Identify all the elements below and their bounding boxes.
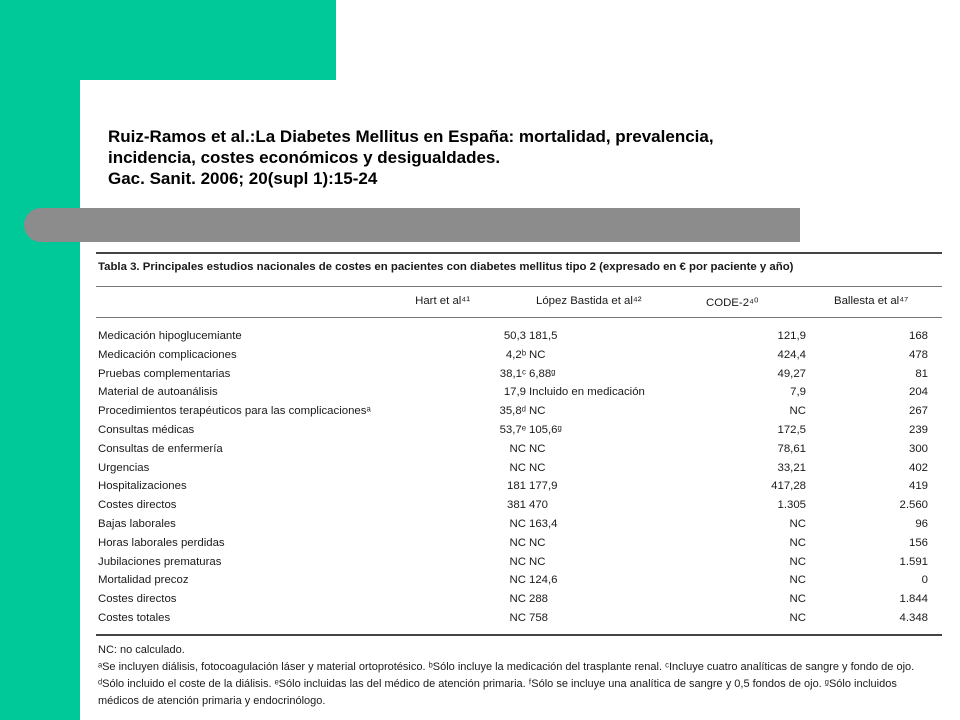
row-label: Hospitalizaciones	[98, 480, 187, 493]
cell-ballesta: 267	[908, 405, 928, 418]
row-label: Procedimientos terapéuticos para las complicacionesᵃ	[98, 405, 371, 418]
cell-hart: NC	[509, 574, 526, 587]
cell-hart: NC	[509, 593, 526, 606]
table-row	[96, 366, 942, 385]
divider-bar	[24, 208, 800, 242]
table-body	[96, 318, 942, 634]
cell-lopez-bastida: Incluido en medicación	[529, 386, 645, 399]
cell-lopez-bastida: 177,9	[529, 480, 558, 493]
cell-hart: NC	[509, 536, 526, 549]
table-row	[96, 497, 942, 516]
cell-lopez-bastida: NC	[529, 536, 546, 549]
cell-ballesta: 156	[908, 536, 928, 549]
cell-lopez-bastida: 288	[529, 593, 549, 606]
row-label: Consultas de enfermería	[98, 442, 223, 455]
cell-code2: 1.305	[777, 499, 806, 512]
row-label: Costes directos	[98, 499, 177, 512]
cell-ballesta: 1.591	[899, 555, 928, 568]
table-row	[96, 572, 942, 591]
row-label: Consultas médicas	[98, 423, 195, 436]
row-label: Costes directos	[98, 593, 177, 606]
cell-lopez-bastida: 6,88ᵍ	[529, 367, 556, 380]
table-row	[96, 347, 942, 366]
cell-ballesta: 2.560	[899, 499, 928, 512]
row-label: Medicación hipoglucemiante	[98, 330, 242, 342]
cell-code2: 33,21	[777, 461, 806, 474]
cell-lopez-bastida: NC	[529, 461, 546, 474]
cell-hart: 53,7ᵉ	[499, 423, 526, 436]
cell-code2: 424,4	[777, 348, 806, 361]
cell-hart: NC	[509, 611, 526, 624]
cell-ballesta: 402	[908, 461, 928, 474]
table-row	[96, 554, 942, 573]
table-footnotes	[96, 636, 942, 710]
cell-code2: 7,9	[790, 386, 806, 399]
cell-ballesta: 0	[921, 574, 928, 587]
cell-lopez-bastida: 181,5	[529, 330, 558, 342]
row-label: Horas laborales perdidas	[98, 536, 225, 549]
cell-ballesta: 168	[908, 330, 928, 342]
cell-hart: 38,1ᶜ	[499, 367, 526, 380]
table-row	[96, 535, 942, 554]
row-label: Jubilaciones prematuras	[98, 555, 222, 568]
footnote-line-3: médicos de atención primaria y endocrinólogo.	[98, 694, 326, 707]
cell-ballesta: 204	[908, 386, 928, 399]
cell-hart: NC	[509, 461, 526, 474]
footnote-line-1: ᵃSe incluyen diálisis, fotocoagulación láser y material ortoprotésico. ᵇSólo incluye la medicación del trasplante renal. ᶜIncluye cuatro analíticas de sangre y fondo de ojo.	[98, 660, 915, 673]
title-line-2: incidencia, costes económicos y desigualdades.	[108, 148, 501, 167]
cell-lopez-bastida: 470	[529, 499, 549, 512]
footnote-nc: NC: no calculado.	[98, 643, 185, 656]
table-row	[96, 384, 942, 403]
slide-title	[108, 126, 908, 189]
table-row	[96, 516, 942, 535]
title-line-1: Ruiz-Ramos et al.:La Diabetes Mellitus en España: mortalidad, prevalencia,	[108, 127, 714, 146]
cell-code2: NC	[789, 405, 806, 418]
footnote-line-2: ᵈSólo incluido el coste de la diálisis. ᵉSólo incluidas las del médico de atención primaria. ᶠSólo se incluye una analítica de sangre y 0,5 fondos de ojo. ᵍSólo incluidos	[98, 677, 897, 690]
cell-code2: NC	[789, 593, 806, 606]
row-label: Mortalidad precoz	[98, 574, 189, 587]
cell-ballesta: 4.348	[899, 611, 928, 624]
top-green-block	[0, 0, 336, 80]
cell-lopez-bastida: NC	[529, 442, 546, 455]
cell-code2: NC	[789, 611, 806, 624]
table-row	[96, 403, 942, 422]
header-code2: CODE-2⁴⁰	[706, 297, 759, 309]
table-row	[96, 328, 942, 347]
table-row	[96, 591, 942, 610]
table-caption: Tabla 3. Principales estudios nacionales de costes en pacientes con diabetes mellitus tipo 2 (expresado en € por paciente y año)	[98, 261, 794, 273]
cell-ballesta: 81	[915, 367, 928, 380]
cell-hart: 4,2ᵇ	[505, 348, 526, 361]
cell-code2: 78,61	[777, 442, 806, 455]
cell-code2: 172,5	[777, 423, 806, 436]
table-row	[96, 441, 942, 460]
cell-hart: NC	[509, 442, 526, 455]
cell-code2: 49,27	[777, 367, 806, 380]
cell-lopez-bastida: NC	[529, 405, 546, 418]
cell-code2: 417,28	[771, 480, 806, 493]
cell-ballesta: 239	[908, 423, 928, 436]
table-row	[96, 460, 942, 479]
cell-code2: NC	[789, 517, 806, 530]
table-row	[96, 422, 942, 441]
cell-ballesta: 1.844	[899, 593, 928, 606]
cell-hart: NC	[509, 517, 526, 530]
row-label: Pruebas complementarias	[98, 367, 231, 380]
title-line-3: Gac. Sanit. 2006; 20(supl 1):15-24	[108, 169, 378, 188]
cell-lopez-bastida: 124,6	[529, 574, 558, 587]
cell-code2: 121,9	[777, 330, 806, 342]
row-label: Material de autoanálisis	[98, 386, 218, 399]
table-row	[96, 610, 942, 629]
cell-hart: 17,9	[503, 386, 526, 399]
cell-ballesta: 478	[908, 348, 928, 361]
header-hart: Hart et al⁴¹	[415, 295, 470, 307]
header-lopez-bastida: López Bastida et al⁴²	[536, 295, 642, 307]
cell-code2: NC	[789, 574, 806, 587]
cell-lopez-bastida: 105,6ᵍ	[529, 423, 562, 436]
cell-lopez-bastida: NC	[529, 555, 546, 568]
cell-lopez-bastida: NC	[529, 348, 546, 361]
cell-lopez-bastida: 758	[529, 611, 549, 624]
cell-hart: 181	[506, 480, 526, 493]
cell-hart: 50,3	[503, 330, 526, 342]
table-header-row	[96, 287, 942, 317]
cell-ballesta: 419	[908, 480, 928, 493]
cell-code2: NC	[789, 555, 806, 568]
cell-ballesta: 96	[915, 517, 928, 530]
row-label: Bajas laborales	[98, 517, 176, 530]
row-label: Urgencias	[98, 461, 150, 474]
costs-table	[96, 252, 942, 710]
cell-ballesta: 300	[908, 442, 928, 455]
cell-hart: 381	[506, 499, 526, 512]
left-green-band	[0, 0, 80, 720]
cell-lopez-bastida: 163,4	[529, 517, 558, 530]
cell-hart: NC	[509, 555, 526, 568]
table-row	[96, 478, 942, 497]
header-ballesta: Ballesta et al⁴⁷	[834, 295, 909, 307]
cell-code2: NC	[789, 536, 806, 549]
row-label: Medicación complicaciones	[98, 348, 237, 361]
row-label: Costes totales	[98, 611, 171, 624]
cell-hart: 35,8ᵈ	[499, 405, 526, 418]
